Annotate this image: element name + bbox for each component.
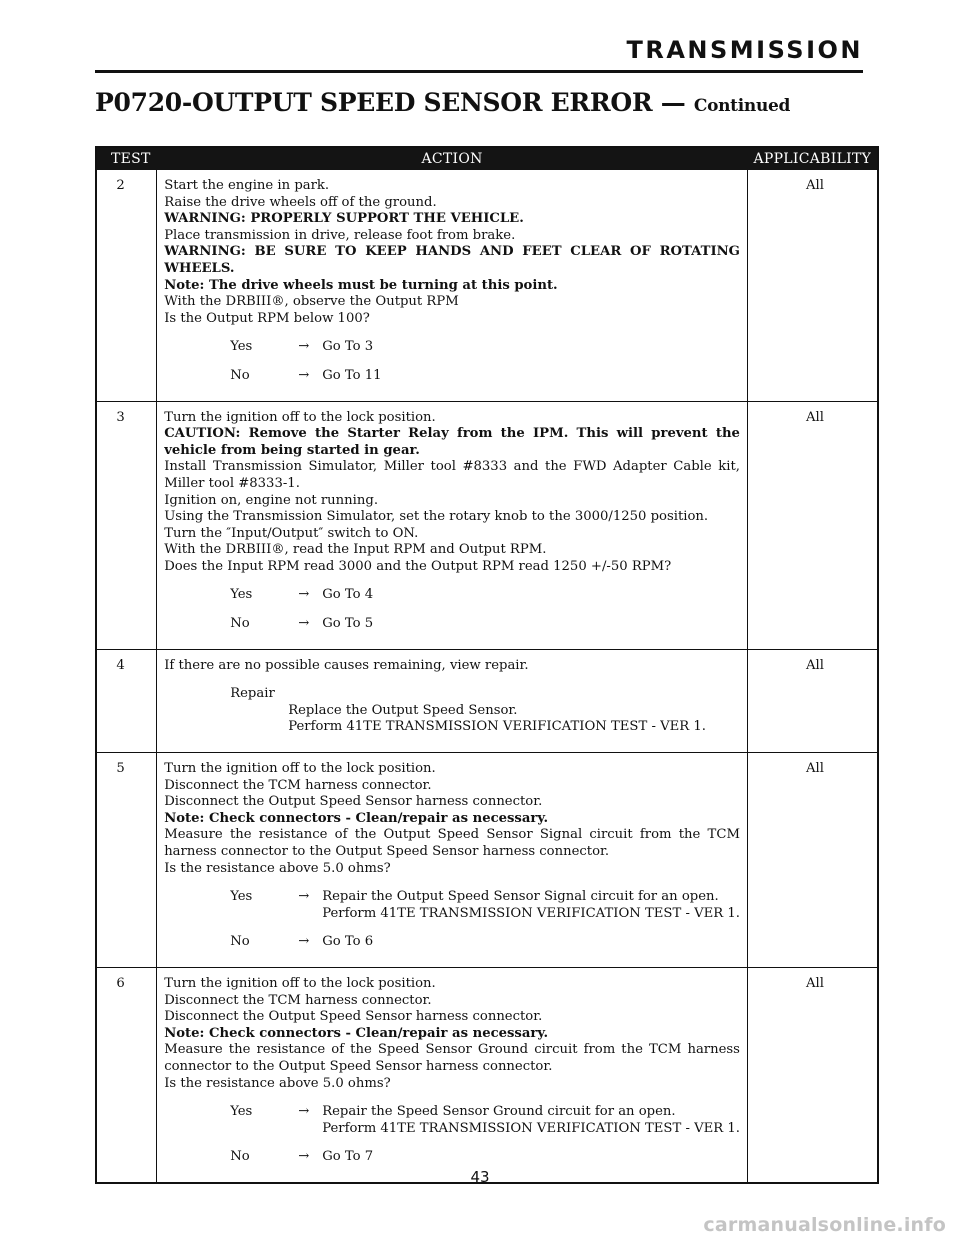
- diagnostic-test-table: [95, 146, 879, 1184]
- no-outcome: [164, 616, 740, 633]
- title-continued: Continued: [693, 96, 791, 116]
- outcome-label: No: [230, 1149, 250, 1165]
- action-line: connector to the Output Speed Sensor harness connector.: [164, 1058, 553, 1074]
- no-outcome: [164, 1149, 740, 1166]
- action-line: Disconnect the Output Speed Sensor harness connector.: [164, 1009, 543, 1025]
- action-cell: [157, 649, 748, 752]
- table-body: [96, 170, 878, 1183]
- table-row: [96, 967, 878, 1182]
- action-line: Disconnect the TCM harness connector.: [164, 777, 432, 793]
- outcome-label: Yes: [230, 889, 253, 905]
- outcome-result-line: Go To 11: [322, 367, 382, 383]
- test-number: 2: [96, 170, 157, 401]
- outcome-result: [322, 339, 373, 356]
- action-line: Disconnect the Output Speed Sensor harness connector.: [164, 794, 543, 810]
- action-line: Turn the ignition off to the lock position.: [164, 409, 436, 425]
- action-line: Is the resistance above 5.0 ohms?: [164, 860, 391, 876]
- yes-outcome: [164, 339, 740, 356]
- table-row: [96, 649, 878, 752]
- action-line: Does the Input RPM read 3000 and the Output RPM read 1250 +/-50 RPM?: [164, 558, 672, 574]
- table-row: [96, 170, 878, 401]
- outcome-label: No: [230, 367, 250, 383]
- test-number: 5: [96, 753, 157, 968]
- column-header-action: ACTION: [157, 147, 748, 170]
- action-line: Turn the ignition off to the lock position.: [164, 975, 436, 991]
- column-header-applicability: APPLICABILITY: [747, 147, 878, 170]
- right-arrow-icon: →: [298, 1104, 310, 1120]
- watermark: carmanualsonline.info: [703, 1214, 946, 1236]
- applicability-cell: All: [747, 649, 878, 752]
- action-line: With the DRBIII®, observe the Output RPM: [164, 294, 459, 310]
- right-arrow-icon: →: [298, 1149, 310, 1165]
- action-line: Turn the ″Input/Output″ switch to ON.: [164, 525, 419, 541]
- action-line: Turn the ignition off to the lock position.: [164, 761, 436, 777]
- table-row: [96, 753, 878, 968]
- action-line: Miller tool #8333-1.: [164, 475, 300, 491]
- page-title: [95, 88, 790, 117]
- outcome-result: [322, 1149, 373, 1166]
- action-warning-line: Note: Check connectors - Clean/repair as necessary.: [164, 810, 549, 826]
- action-line: Install Transmission Simulator, Miller tool #8333 and the FWD Adapter Cable kit,: [164, 459, 740, 475]
- right-arrow-icon: →: [298, 616, 310, 632]
- action-line: Disconnect the TCM harness connector.: [164, 992, 432, 1008]
- action-line: Raise the drive wheels off of the ground.: [164, 194, 437, 210]
- right-arrow-icon: →: [298, 889, 310, 905]
- action-line: Measure the resistance of the Output Speed Sensor Signal circuit from the TCM: [164, 827, 740, 843]
- action-warning-line: vehicle from being started in gear.: [164, 442, 420, 458]
- repair-label: Repair: [230, 686, 275, 702]
- action-line: If there are no possible causes remaining, view repair.: [164, 657, 529, 673]
- applicability-cell: All: [747, 401, 878, 649]
- repair-step: Perform 41TE TRANSMISSION VERIFICATION TEST - VER 1.: [288, 719, 706, 735]
- yes-outcome: [164, 889, 740, 922]
- outcome-result: [322, 616, 373, 633]
- repair-block: [164, 686, 740, 736]
- repair-step: Replace the Output Speed Sensor.: [288, 702, 518, 718]
- action-line: Using the Transmission Simulator, set the rotary knob to the 3000/1250 position.: [164, 509, 709, 525]
- test-number: 4: [96, 649, 157, 752]
- action-line: Is the Output RPM below 100?: [164, 310, 370, 326]
- action-warning-line: Note: The drive wheels must be turning at this point.: [164, 277, 558, 293]
- applicability-cell: All: [747, 753, 878, 968]
- outcome-label: No: [230, 616, 250, 632]
- table-header-row: [96, 147, 878, 170]
- outcome-result-line: Go To 6: [322, 934, 374, 950]
- action-line: Ignition on, engine not running.: [164, 492, 379, 508]
- outcome-label: Yes: [230, 587, 253, 603]
- action-line: Place transmission in drive, release foot from brake.: [164, 227, 516, 243]
- outcome-result: [322, 934, 373, 951]
- action-warning-line: WARNING: BE SURE TO KEEP HANDS AND FEET CLEAR OF ROTATING: [164, 244, 740, 260]
- section-header: TRANSMISSION: [626, 36, 863, 64]
- outcome-result-line: Perform 41TE TRANSMISSION VERIFICATION TEST - VER 1.: [322, 1120, 740, 1136]
- action-line: Is the resistance above 5.0 ohms?: [164, 1075, 391, 1091]
- outcome-label: Yes: [230, 1104, 253, 1120]
- table-row: [96, 401, 878, 649]
- applicability-cell: All: [747, 967, 878, 1182]
- action-cell: [157, 401, 748, 649]
- outcome-label: No: [230, 934, 250, 950]
- action-warning-line: WARNING: PROPERLY SUPPORT THE VEHICLE.: [164, 211, 524, 227]
- applicability-cell: All: [805, 178, 824, 193]
- action-warning-line: WHEELS.: [164, 260, 235, 276]
- yes-outcome: [164, 587, 740, 604]
- action-cell: [157, 753, 748, 968]
- outcome-result-line: Repair the Speed Sensor Ground circuit for an open.: [322, 1104, 676, 1120]
- outcome-result: [322, 889, 740, 922]
- no-outcome: [164, 934, 740, 951]
- yes-outcome: [164, 1104, 740, 1137]
- page-number: 43: [470, 1168, 490, 1186]
- action-line: With the DRBIII®, read the Input RPM and Output RPM.: [164, 542, 547, 558]
- outcome-result-line: Perform 41TE TRANSMISSION VERIFICATION TEST - VER 1.: [322, 905, 740, 921]
- column-header-test: TEST: [96, 147, 157, 170]
- right-arrow-icon: →: [298, 934, 310, 950]
- outcome-result: [322, 368, 381, 385]
- outcome-label: Yes: [230, 339, 253, 355]
- action-line: Measure the resistance of the Speed Sensor Ground circuit from the TCM harness: [164, 1042, 740, 1058]
- right-arrow-icon: →: [298, 339, 310, 355]
- title-main: P0720-OUTPUT SPEED SENSOR ERROR —: [95, 88, 686, 117]
- action-cell: [157, 170, 748, 401]
- outcome-result: [322, 587, 373, 604]
- test-number: 3: [96, 401, 157, 649]
- action-line: Start the engine in park.: [164, 178, 330, 193]
- action-line: harness connector to the Output Speed Sensor harness connector.: [164, 844, 610, 859]
- outcome-result-line: Go To 4: [322, 587, 374, 603]
- repair-steps: [230, 703, 740, 736]
- outcome-result-line: Go To 7: [322, 1149, 374, 1165]
- outcome-result-line: Go To 5: [322, 616, 374, 632]
- action-warning-line: CAUTION: Remove the Starter Relay from the IPM. This will prevent the: [164, 426, 740, 442]
- outcome-result: [322, 1104, 740, 1137]
- action-warning-line: Note: Check connectors - Clean/repair as necessary.: [164, 1025, 549, 1041]
- right-arrow-icon: →: [298, 587, 310, 603]
- outcome-result-line: Repair the Output Speed Sensor Signal circuit for an open.: [322, 889, 719, 905]
- header-rule: [95, 70, 863, 73]
- outcome-result-line: Go To 3: [322, 339, 374, 355]
- test-number: 6: [96, 967, 157, 1182]
- no-outcome: [164, 368, 740, 385]
- right-arrow-icon: →: [298, 367, 310, 383]
- action-cell: [157, 967, 748, 1182]
